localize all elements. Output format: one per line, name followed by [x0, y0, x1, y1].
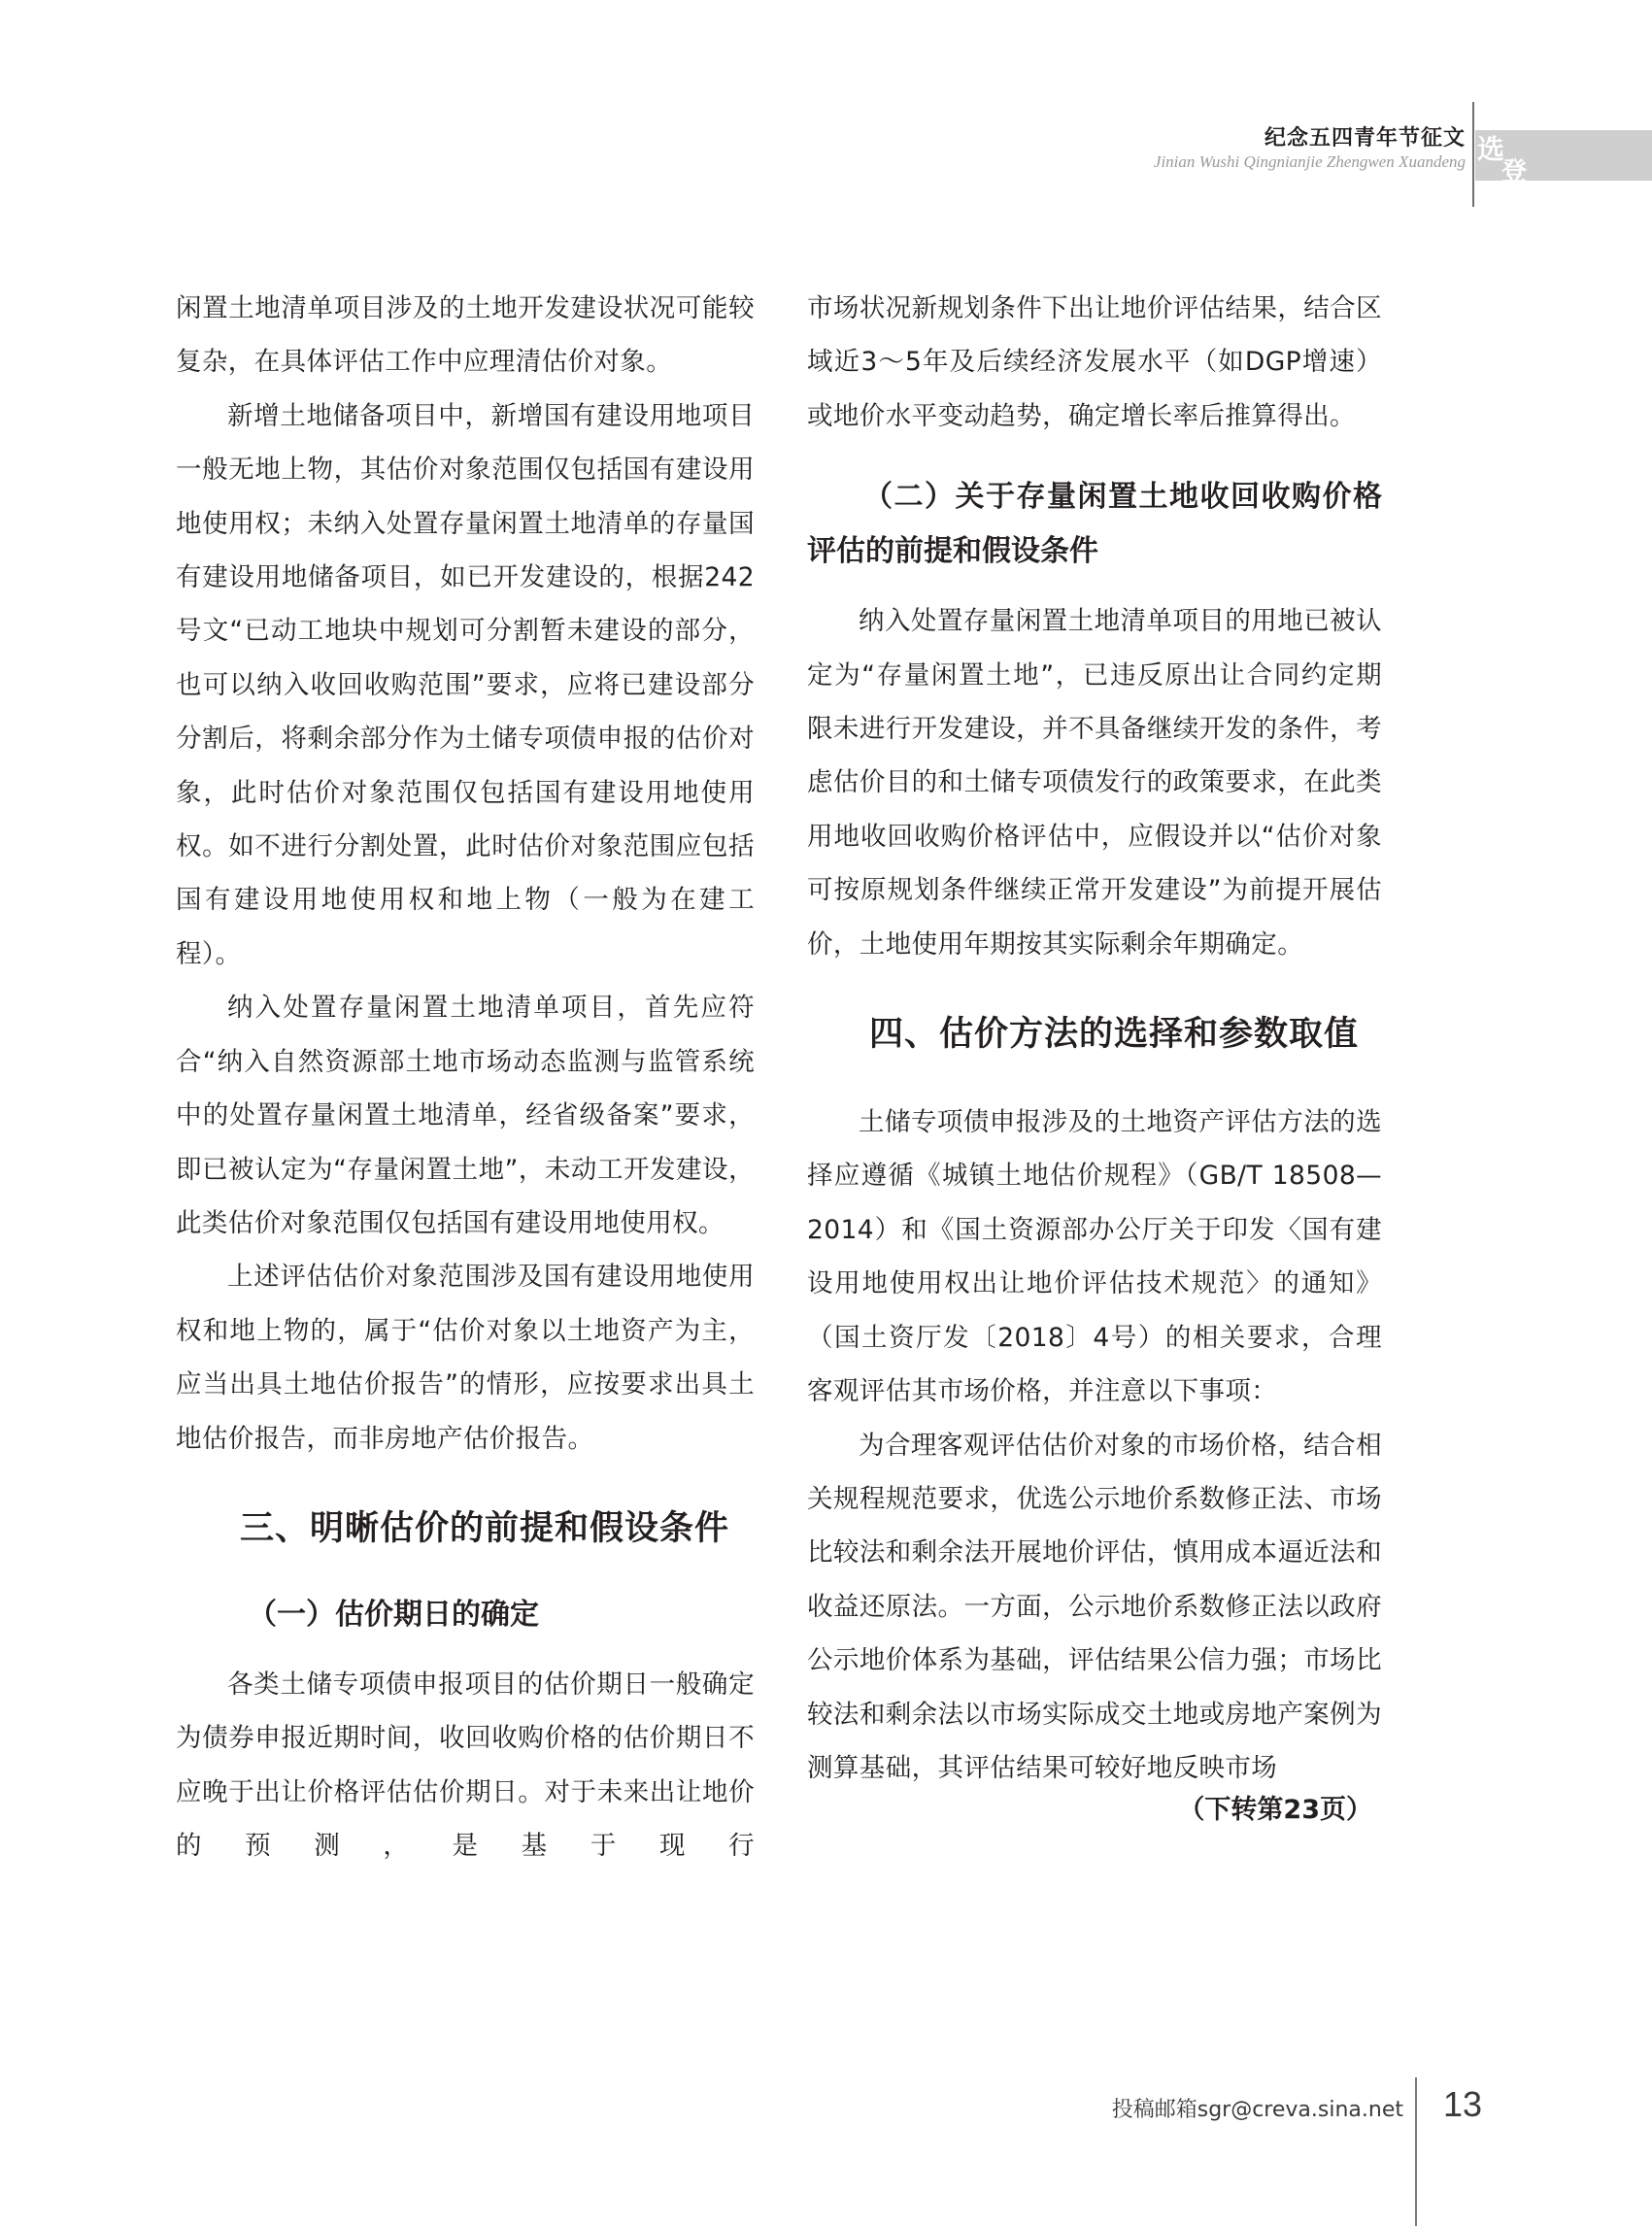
- paragraph: 各类土储专项债申报项目的估价期日一般确定为债券申报近期时间，收回收购价格的估价期日不应晚于出让价格评估估价期日。对于未来出让地价的预测，是基于现行: [176, 1669, 755, 1862]
- column-title: 纪念五四青年节征文: [1264, 125, 1466, 151]
- paragraph: 闲置土地清单项目涉及的土地开发建设状况可能较复杂，在具体评估工作中应理清估价对象。: [176, 293, 755, 378]
- paragraph: 上述评估估价对象范围涉及国有建设用地使用权和地上物的，属于“估价对象以土地资产为主，应当出具土地估价报告”的情形，应按要求出具土地估价报告，而非房地产估价报告。: [176, 1262, 755, 1454]
- submission-email[interactable]: 投稿邮箱sgr@creva.sina.net: [1111, 2098, 1403, 2122]
- paragraph: 纳入处置存量闲置土地清单项目的用地已被认定为“存量闲置土地”，已违反原出让合同约定期限未进行开发建设，并不具备继续开发的条件，考虑估价目的和土储专项债发行的政策要求，在此类用地收回收购价格评估中，应假设并以“估价对象可按原规划条件继续正常开发建设”为前提开展估价，土地使用年期按其实际剩余年期确定。: [807, 606, 1382, 960]
- paragraph: 纳入处置存量闲置土地清单项目，首先应符合“纳入自然资源部土地市场动态监测与监管系统中的处置存量闲置土地清单，经省级备案”要求，即已被认定为“存量闲置土地”，未动工开发建设，此类估价对象范围仅包括国有建设用地使用权。: [176, 993, 755, 1238]
- left-column: [176, 282, 755, 1873]
- subsection-heading: （二）关于存量闲置土地收回收购价格评估的前提和假设条件: [807, 480, 1382, 569]
- header-divider: [1472, 102, 1474, 207]
- section-heading: 三、明晰估价的前提和假设条件: [240, 1508, 730, 1548]
- right-column: [807, 282, 1382, 1830]
- column-title-pinyin: Jinian Wushi Qingnianjie Zhengwen Xuandeng: [1153, 152, 1466, 171]
- paragraph: 市场状况新规划条件下出让地价评估结果，结合区域近3～5年及后续经济发展水平（如DGP增速）或地价水平变动趋势，确定增长率后推算得出。: [807, 293, 1382, 431]
- paragraph: 为合理客观评估估价对象的市场价格，结合相关规程规范要求，优选公示地价系数修正法、市场比较法和剩余法开展地价评估，慎用成本逼近法和收益还原法。一方面，公示地价系数修正法以政府公示地价体系为基础，评估结果公信力强；市场比较法和剩余法以市场实际成交土地或房地产案例为测算基础，其评估结果可较好地反映市场: [807, 1430, 1382, 1783]
- page-number: 13: [1443, 2084, 1483, 2124]
- paragraph: 土储专项债申报涉及的土地资产评估方法的选择应遵循《城镇土地估价规程》（GB/T 18508—2014）和《国土资源部办公厅关于印发〈国有建设用地使用权出让地价评估技术规范〉的通知》（国土资厅发〔2018〕4号）的相关要求，合理客观评估其市场价格，并注意以下事项：: [807, 1107, 1382, 1407]
- subsection-heading: （一）估价期日的确定: [248, 1597, 539, 1632]
- paragraph: 新增土地储备项目中，新增国有建设用地项目一般无地上物，其估价对象范围仅包括国有建设用地使用权；未纳入处置存量闲置土地清单的存量国有建设用地储备项目，如已开发建设的，根据242号文“已动工地块中规划可分割暂未建设的部分，也可以纳入收回收购范围”要求，应将已建设部分分割后，将剩余部分作为土储专项债申报的估价对象，此时估价对象范围仅包括国有建设用地使用权。如不进行分割处置，此时估价对象范围应包括国有建设用地使用权和地上物（一般为在建工程）。: [176, 400, 755, 969]
- continued-note: （下转第23页）: [1178, 1795, 1372, 1826]
- footer-divider: [1415, 2077, 1417, 2226]
- section-tab-char-1: 选: [1477, 133, 1505, 165]
- running-header: [1154, 124, 1466, 173]
- section-tab-char-2: 登: [1501, 157, 1528, 186]
- section-heading: 四、估价方法的选择和参数取值: [869, 1015, 1360, 1055]
